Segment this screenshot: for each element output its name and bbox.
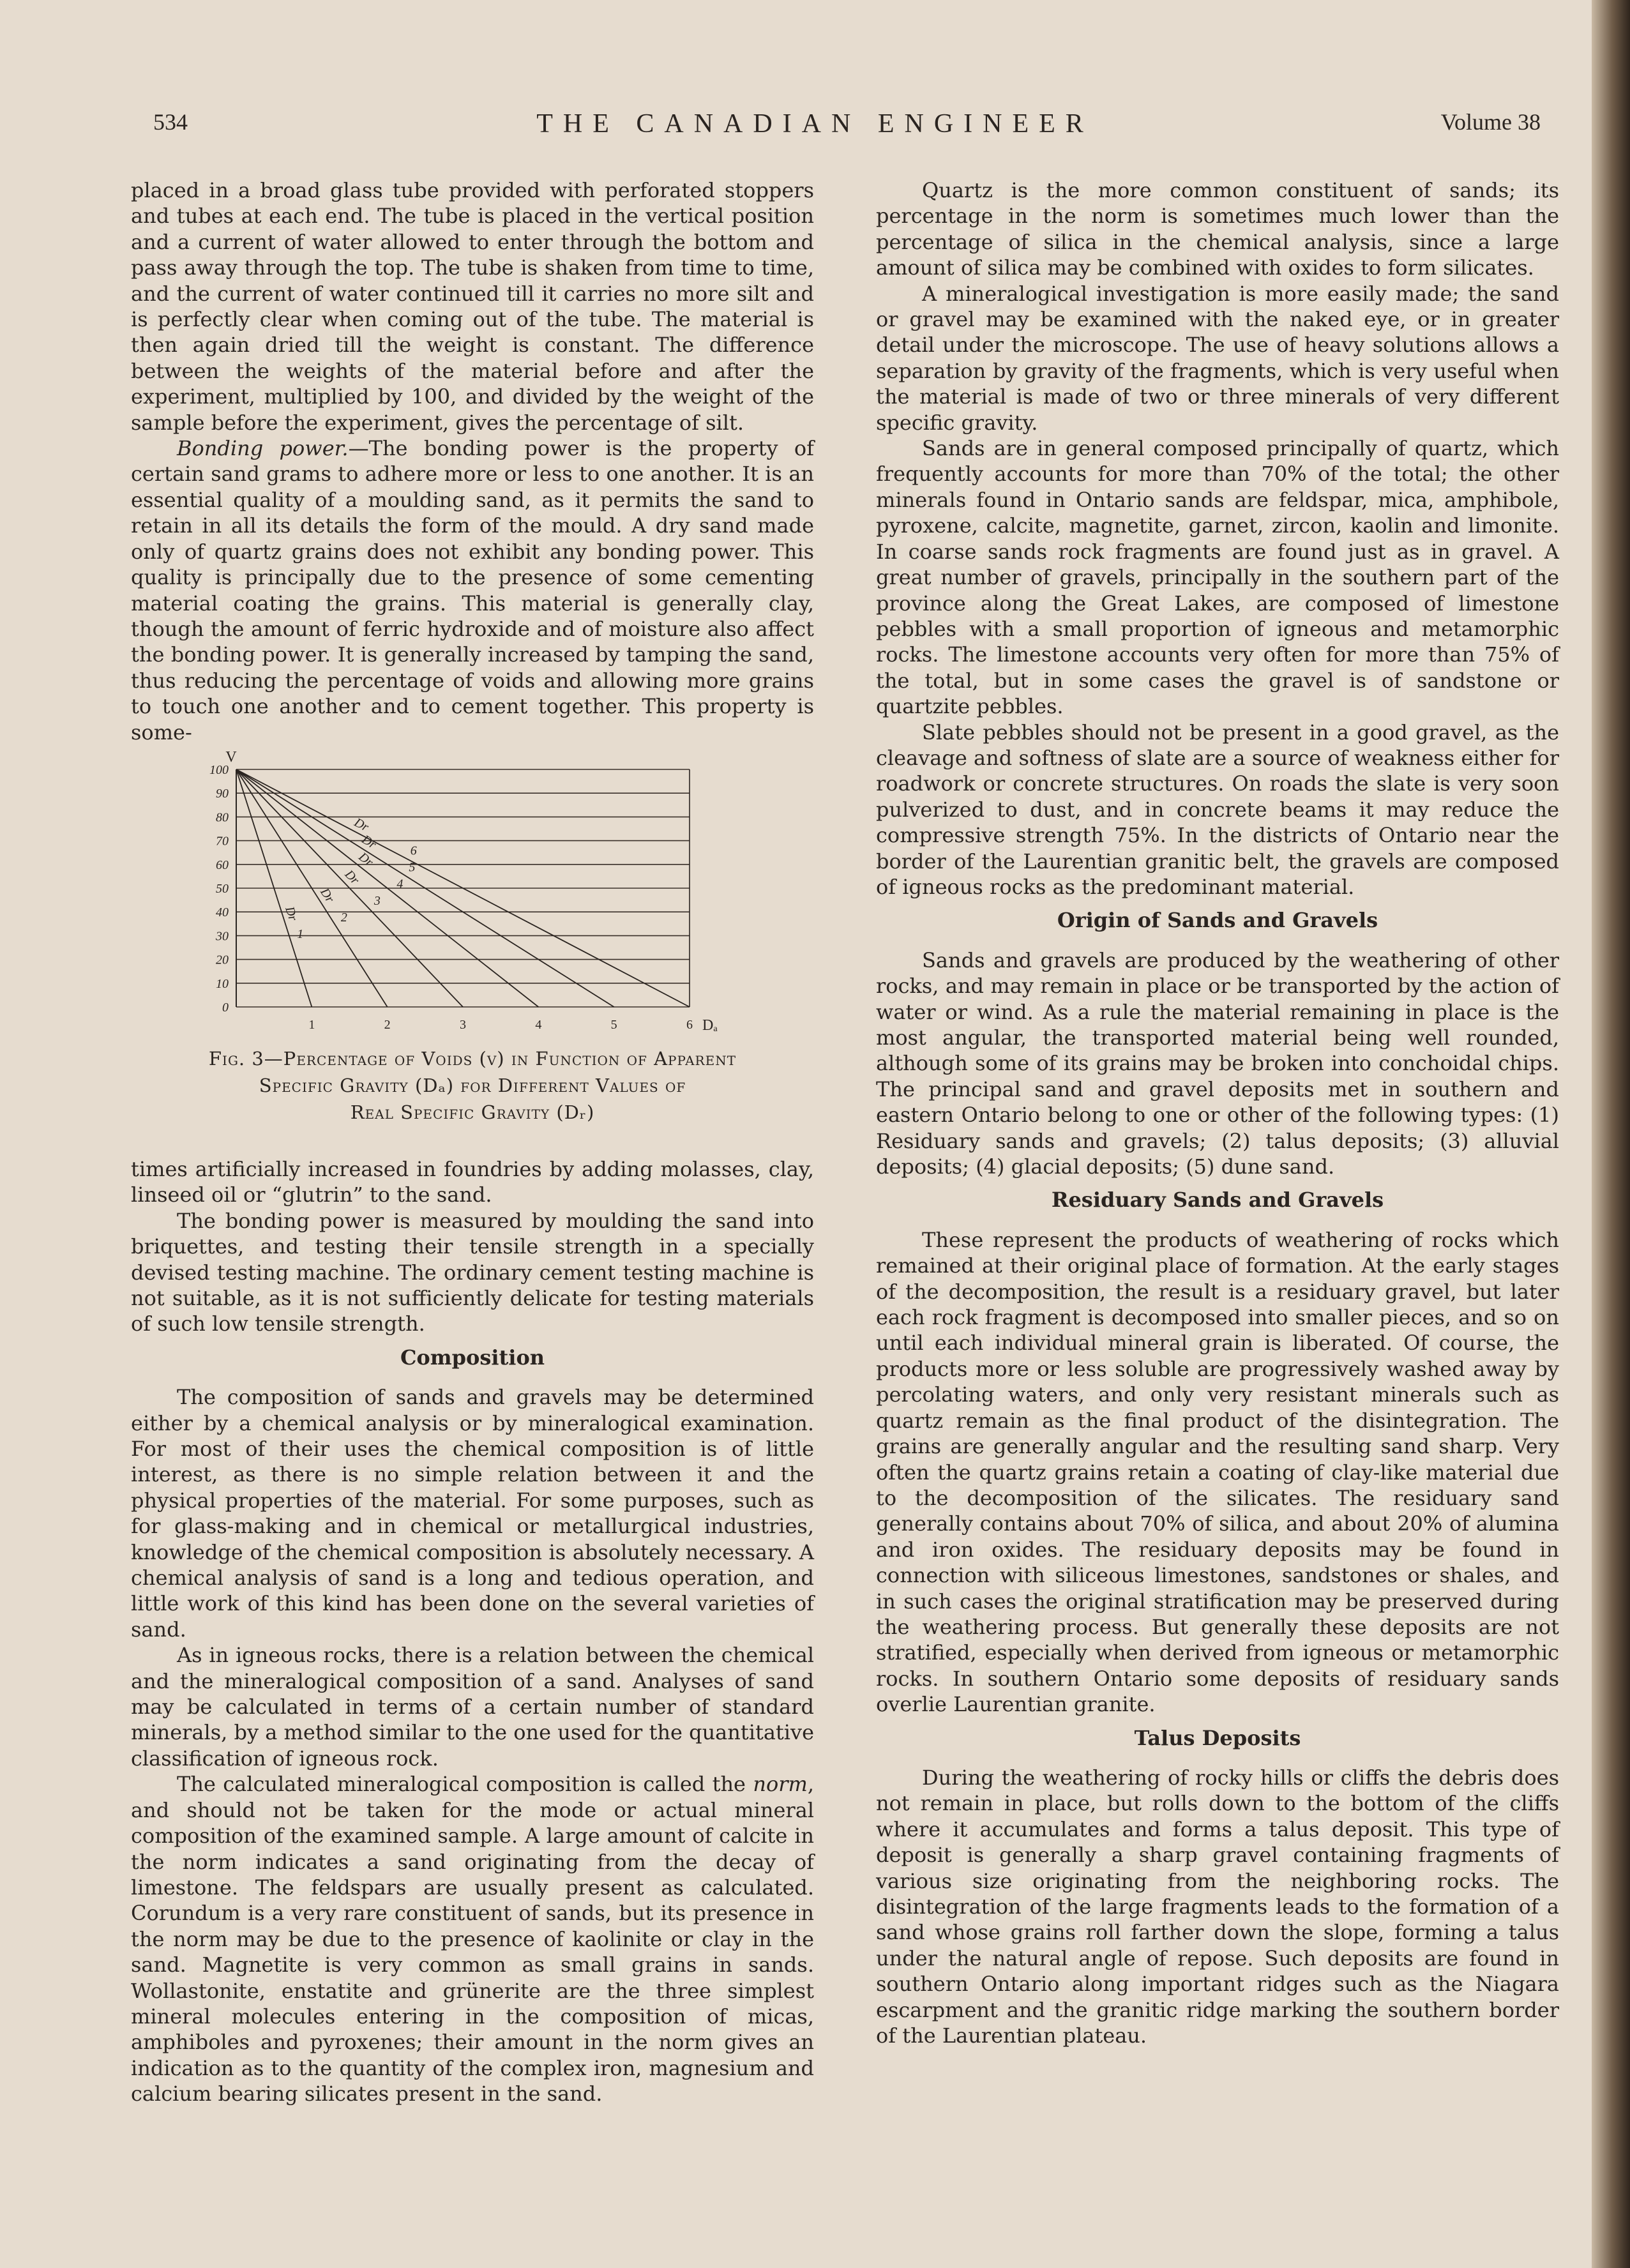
paragraph: During the weathering of rocky hills or cliffs the debris does not remain in place, but rolls down to the bottom of the cliffs where it accumulates and forms a talus deposit. This type of deposit is generally a sharp gravel containing fragments of various size originating from the neighboring rocks. The disintegration of the large fragments leads to the formation of a sand whose grains roll farther down the slope, forming a talus under the natural angle of repose. Such deposits are found in southern Ontario along important ridges such as the Niagara escarpment and the granitic ridge marking the southern border of the Laurentian plateau.: [876, 1765, 1559, 2048]
y-tick-label: 90: [216, 787, 229, 801]
figure-3-chart: [131, 750, 814, 1031]
y-tick-label: 30: [216, 929, 229, 944]
y-tick-label: 50: [216, 881, 229, 896]
page-header: [0, 109, 1630, 147]
paragraph: [131, 435, 814, 745]
paragraph: Quartz is the more common constituent of sands; its percentage in the norm is sometimes much lower than the percentage of silica in the chemical analysis, since a large amount of silica may be combined with oxides to form silicates.: [876, 178, 1559, 280]
y-tick-label: 20: [216, 953, 229, 967]
series-label-dr: Dr: [352, 815, 372, 835]
paragraph-text: The calculated mineralogical composition is called the: [177, 1772, 746, 1797]
page-number: 534: [153, 109, 188, 135]
left-column: [131, 178, 814, 2107]
paragraph: These represent the products of weathering of rocks which remained at their original place of formation. At the early stages of the decomposition, the result is a residuary gravel, but later each rock fragment is decomposed into smaller pieces, and so on until each individual mineral grain is liberated. Of course, the products more or less soluble are progressively washed away by percolating waters, and only very resistant minerals such as quartz remain as the final product of the disintegration. The grains are generally angular and the resulting sand sharp. Very often the quartz grains retain a coating of clay-like material due to the decomposition of the silicates. The residuary sand generally contains about 70% of silica, and about 20% of alumina and iron oxides. The residuary deposits may be found in connection with siliceous limestones, sandstones or shales, and in such cases the original stratification may be preserved during the weathering process. But generally these deposits are not stratified, especially when derived from igneous or metamorphic rocks. In southern Ontario some deposits of residuary sands overlie Laurentian granite.: [876, 1227, 1559, 1717]
x-tick-label: 6: [686, 1017, 693, 1031]
paragraph: Sands are in general composed principally of quartz, which frequently accounts for more than 70% of the total; the other minerals found in Ontario sands are feldspar, mica, amphibole, pyroxene, calcite, magnetite, garnet, zircon, kaolin and limonite. In coarse sands rock fragments are found just as in gravel. A great number of gravels, principally in the southern part of the province along the Great Lakes, are composed of limestone pebbles with a small proportion of igneous and metamorphic rocks. The limestone accounts very often for more than 75% of the total, but in some cases the gravel is of sandstone or quartzite pebbles.: [876, 436, 1559, 719]
voids-chart-svg: [131, 750, 814, 1031]
y-tick-label: 40: [216, 905, 229, 920]
right-column: [876, 178, 1559, 2048]
figure-caption: [131, 1045, 814, 1126]
y-axis-title: V: [225, 750, 237, 766]
y-tick-label: 80: [216, 810, 229, 825]
section-heading: Origin of Sands and Gravels: [1057, 908, 1378, 933]
series-value-label: 2: [340, 910, 347, 925]
volume-label: Volume 38: [1440, 109, 1541, 135]
x-tick-label: 3: [460, 1017, 466, 1031]
journal-title: THE CANADIAN ENGINEER: [536, 109, 1094, 139]
series-value-label: 4: [396, 877, 404, 891]
paragraph: times artificially increased in foundries by adding molasses, clay, linseed oil or “glutrin” to the sand.: [131, 1156, 814, 1207]
series-value-label: 1: [297, 926, 304, 941]
section-heading: Composition: [400, 1345, 545, 1370]
emphasis-term: norm: [753, 1772, 808, 1797]
series-value-label: 3: [374, 893, 381, 908]
paragraph-text: —The bonding power is the property of certain sand grams to adhere more or less to one another. It is an essential quality of a moulding sand, as it permits the sand to retain in all its details the form of the mould. A dry sand made only of quartz grains does not exhibit any bonding power. This quality is principally due to the presence of some cementing material coating the grains. This material is generally clay, though the amount of ferric hydroxide and of moisture also affect the bonding power. It is generally increased by tamping the sand, thus reducing the percentage of voids and allowing more grains to touch one another and to cement together. This property is some-: [131, 436, 815, 745]
x-axis-title: Dₐ: [702, 1017, 718, 1031]
series-label-dr: Dr: [317, 885, 337, 905]
series-label-dr: Dr: [282, 904, 300, 923]
paragraph: [131, 1771, 814, 2106]
series-value-label: 5: [409, 860, 416, 875]
page-binding-edge: [1592, 0, 1630, 2268]
y-tick-label: 60: [216, 858, 229, 872]
figure-caption-line: Real Specific Gravity (Dᵣ): [350, 1101, 595, 1123]
paragraph: A mineralogical investigation is more easily made; the sand or gravel may be examined with the naked eye, or in greater detail under the microscope. The use of heavy solutions allows a separation by gravity of the fragments, which is very useful when the material is made of two or three minerals of very different specific gravity.: [876, 281, 1559, 435]
x-tick-label: 5: [610, 1017, 617, 1031]
x-tick-label: 1: [308, 1017, 315, 1031]
x-tick-label: 4: [535, 1017, 542, 1031]
paragraph: The composition of sands and gravels may be determined either by a chemical analysis or by mineralogical examination. For most of their uses the chemical composition is of little interest, as there is no simple relation between it and the physical properties of the material. For some purposes, such as for glass-making and in chemical or metallurgical industries, knowledge of the chemical composition is absolutely necessary. A chemical analysis of sand is a long and tedious operation, and little work of this kind has been done on the several varieties of sand.: [131, 1385, 814, 1642]
paragraph-text: , and should not be taken for the mode or actual mineral composition of the examined sample. A large amount of calcite in the norm indicates a sand originating from the decay of limestone. The feldspars are usually present as calculated. Corundum is a very rare constituent of sands, but its presence in the norm may be due to the presence of kaolinite or clay in the sand. Magnetite is very common as small grains in sands. Wollastonite, enstatite and grünerite are the three simplest mineral molecules entering in the composition of micas, amphiboles and pyroxenes; their amount in the norm gives an indication as to the quantity of the complex iron, magnesium and calcium bearing silicates present in the sand.: [131, 1772, 815, 2106]
y-tick-label: 100: [209, 762, 229, 777]
y-tick-label: 0: [222, 1000, 229, 1015]
y-tick-label: 70: [216, 834, 229, 849]
series-value-label: 6: [410, 843, 417, 858]
y-tick-label: 10: [216, 976, 229, 991]
paragraph: Slate pebbles should not be present in a good gravel, as the cleavage and softness of slate are a source of weakness either for roadwork or concrete structures. On roads the slate is very soon pulverized to dust, and in concrete beams it may reduce the compressive strength 75%. In the districts of Ontario near the border of the Laurentian granitic belt, the gravels are composed of igneous rocks as the predominant material.: [876, 720, 1559, 899]
figure-caption-line: Fig. 3—Percentage of Voids (v) in Function of Apparent: [208, 1047, 737, 1070]
paragraph: Sands and gravels are produced by the weathering of other rocks, and may remain in place or be transported by the action of water or wind. As a rule the material remaining in place is the most angular, the transported material being well rounded, although some of its grains may be broken into conchoidal chips. The principal sand and gravel deposits met in southern and eastern Ontario belong to one or other of the following types: (1) Residuary sands and gravels; (2) talus deposits; (3) alluvial deposits; (4) glacial deposits; (5) dune sand.: [876, 948, 1559, 1179]
paragraph: As in igneous rocks, there is a relation between the chemical and the mineralogical composition of a sand. Analyses of sand may be calculated in terms of a certain number of standard minerals, by a method similar to the one used for the quantitative classification of igneous rock.: [131, 1643, 814, 1771]
section-heading: Talus Deposits: [1134, 1725, 1301, 1750]
series-label-dr: Dr: [342, 867, 362, 888]
paragraph: The bonding power is measured by moulding the sand into briquettes, and testing their tensile strength in a specially devised testing machine. The ordinary cement testing machine is not suitable, as it is not sufficiently delicate for testing materials of such low tensile strength.: [131, 1208, 814, 1336]
paragraph: placed in a broad glass tube provided with perforated stoppers and tubes at each end. The tube is placed in the vertical position and a current of water allowed to enter through the bottom and pass away through the top. The tube is shaken from time to time, and the current of water continued till it carries no more silt and is perfectly clear when coming out of the tube. The material is then again dried till the weight is constant. The difference between the weights of the material before and after the experiment, multiplied by 100, and divided by the weight of the sample before the experiment, gives the percentage of silt.: [131, 178, 814, 435]
section-heading: Residuary Sands and Gravels: [1051, 1188, 1384, 1213]
x-tick-label: 2: [384, 1017, 391, 1031]
run-in-heading: Bonding power.: [177, 436, 349, 461]
series-label-dr: Dr: [359, 832, 379, 852]
figure-caption-line: Specific Gravity (Dₐ) for Different Values of: [259, 1074, 686, 1096]
series-label-dr: Dr: [356, 849, 376, 870]
